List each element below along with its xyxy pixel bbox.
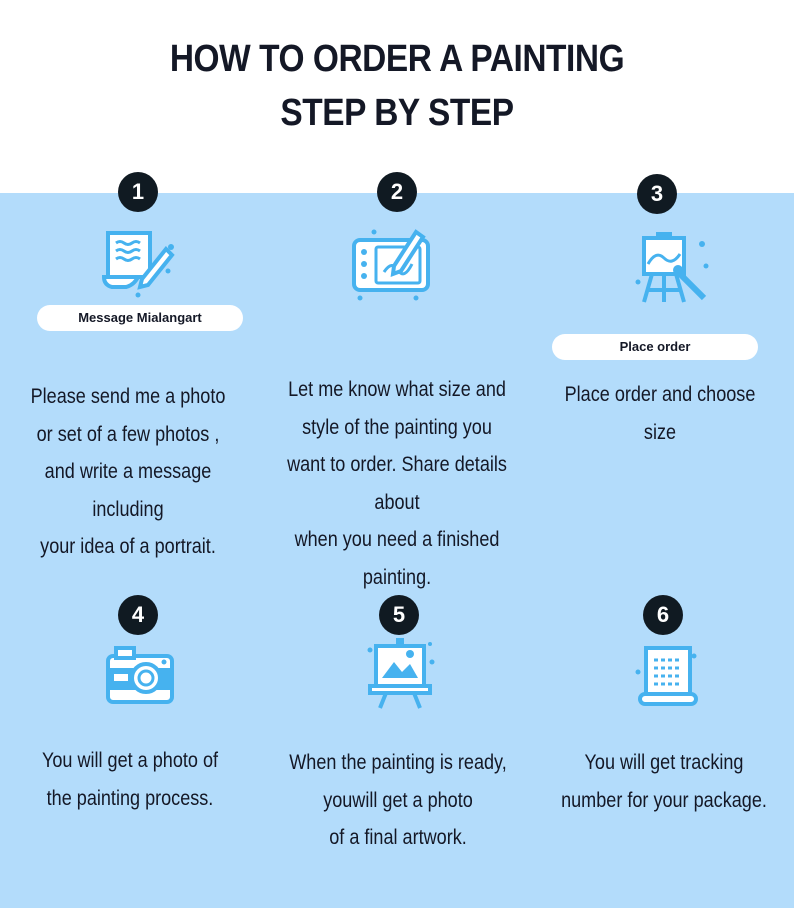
step-3-description: Place order and choose size bbox=[564, 383, 756, 444]
step-6-description: You will get tracking number for your package. bbox=[561, 751, 767, 812]
drawing-tablet-icon bbox=[350, 224, 430, 304]
step-1-description: Please send me a photo or set of a few photos , and write a message including your idea of a portrait. bbox=[30, 385, 226, 558]
framed-artwork-icon bbox=[362, 632, 442, 712]
step-1-badge: 1 bbox=[118, 172, 158, 212]
message-mialangart-button[interactable]: Message Mialangart bbox=[37, 305, 243, 331]
page-title: HOW TO ORDER A PAINTING bbox=[169, 38, 625, 80]
camera-icon bbox=[102, 638, 182, 718]
step-5-description: When the painting is ready, youwill get a photo of a final artwork. bbox=[289, 751, 507, 849]
step-2-badge: 2 bbox=[377, 172, 417, 212]
receipt-icon bbox=[628, 640, 708, 720]
step-4-description: You will get a photo of the painting process. bbox=[41, 749, 219, 810]
step-5-badge: 5 bbox=[379, 595, 419, 635]
step-3-badge: 3 bbox=[637, 174, 677, 214]
message-icon bbox=[98, 225, 178, 305]
step-6-badge: 6 bbox=[643, 595, 683, 635]
place-order-button[interactable]: Place order bbox=[552, 334, 758, 360]
page-subtitle: STEP BY STEP bbox=[280, 92, 514, 134]
step-4-badge: 4 bbox=[118, 595, 158, 635]
step-2-description: Let me know what size and style of the painting you want to order. Share details about when you need a finished painting. bbox=[287, 378, 507, 589]
easel-painting-icon bbox=[632, 228, 712, 308]
